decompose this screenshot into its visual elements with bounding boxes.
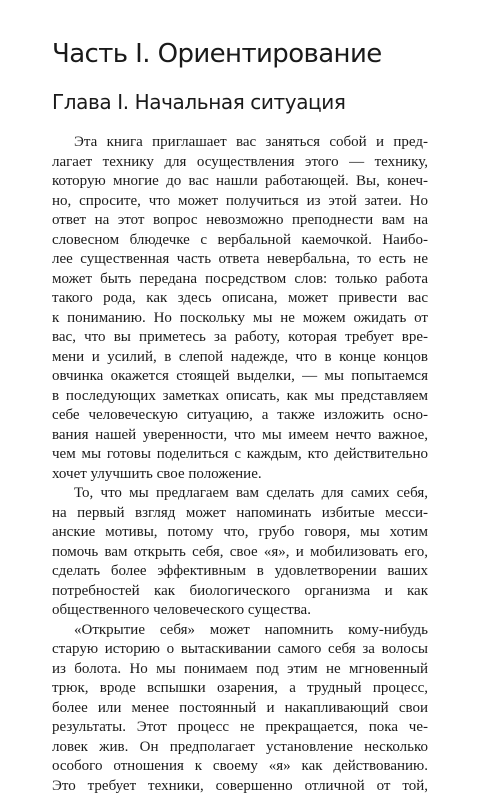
text-line: из болота. Но мы понимаем под этим не мгновенный [52, 660, 428, 680]
text-line: помочь вам открыть себя, свое «я», и мобилизовать его, [52, 543, 428, 563]
text-line: анские мотивы, потому что, грубо говоря, мы хотим [52, 523, 428, 543]
text-line: к пониманию. Но поскольку мы не можем ожидать от [52, 309, 428, 329]
text-line: Эта книга приглашает вас заняться собой и пред- [52, 133, 428, 153]
text-line: которую многие до вас нашли работающей. Вы, конеч- [52, 172, 428, 192]
text-line: вас, что вы приметесь за работу, которая требует вре- [52, 328, 428, 348]
text-line: словесном блюдечке с вербальной каемочкой. Наибо- [52, 231, 428, 251]
text-line: ловек жив. Он предполагает установление несколько [52, 738, 428, 758]
text-line: старую историю о вытаскивании самого себя за волосы [52, 640, 428, 660]
text-line: вания нашей уверенности, что мы имеем нечто важное, [52, 426, 428, 446]
body-text [52, 133, 428, 796]
text-line: более или менее постоянный и накапливающий свои [52, 699, 428, 719]
text-line: на первый взгляд может напоминать избитые месси- [52, 504, 428, 524]
text-line: но, спросите, что может получиться из этой затеи. Но [52, 192, 428, 212]
text-line: в последующих заметках описать, как мы представляем [52, 387, 428, 407]
chapter-title: Глава I. Начальная ситуация [52, 91, 346, 113]
text-line: хочет улучшить свое положение. [52, 465, 428, 485]
text-line: себе человеческую ситуацию, а также изложить осно- [52, 406, 428, 426]
text-line: мени и усилий, в слепой надежде, что в конце концов [52, 348, 428, 368]
text-line: То, что мы предлагаем вам сделать для самих себя, [52, 484, 428, 504]
text-line: трюк, вроде вспышки озарения, а трудный процесс, [52, 679, 428, 699]
text-line: «Открытие себя» может напомнить кому-нибудь [52, 621, 428, 641]
text-line: лагает технику для осуществления этого — технику, [52, 153, 428, 173]
text-line: ответ на этот вопрос невозможно преподнести вам на [52, 211, 428, 231]
text-line: чем мы готовы поделиться с каждым, кто действительно [52, 445, 428, 465]
text-line: общественного человеческого существа. [52, 601, 428, 621]
text-line: результаты. Этот процесс не прекращается, пока че- [52, 718, 428, 738]
text-line: Это требует техники, совершенно отличной от той, [52, 777, 428, 796]
part-title: Часть I. Ориентирование [52, 40, 382, 69]
text-line: особого отношения к своему «я» как действованию. [52, 757, 428, 777]
text-line: может быть передана посредством слов: только работа [52, 270, 428, 290]
text-line: овчинка окажется стоящей выделки, — мы попытаемся [52, 367, 428, 387]
text-line: потребностей как биологического организма и как [52, 582, 428, 602]
text-line: такого рода, как здесь описана, может привести вас [52, 289, 428, 309]
text-line: лее существенная часть ответа невербальна, то есть не [52, 250, 428, 270]
text-line: сделать более эффективным в удовлетворении ваших [52, 562, 428, 582]
